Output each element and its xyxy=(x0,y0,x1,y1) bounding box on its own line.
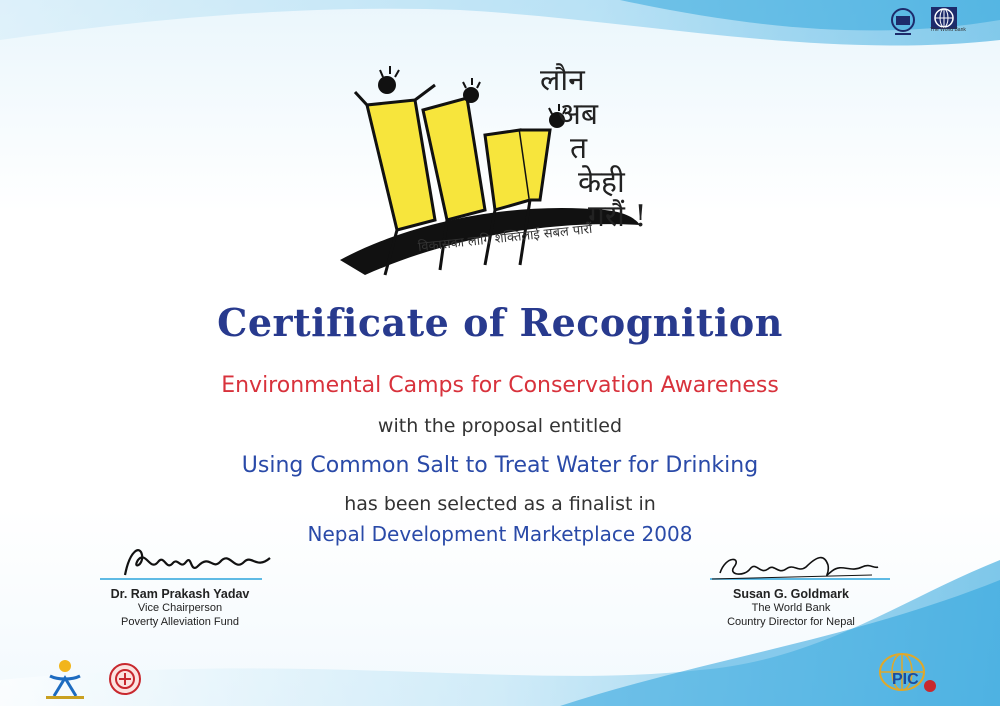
left-signatory xyxy=(100,587,260,629)
certificate-title: Certificate of Recognition xyxy=(217,300,783,345)
signatory-org: Country Director for Nepal xyxy=(727,616,855,628)
slogan-line: त xyxy=(570,131,588,166)
signatory-org: Poverty Alleviation Fund xyxy=(120,616,239,628)
event-name: Nepal Development Marketplace 2008 xyxy=(307,522,693,546)
signatory-name: Susan G. Goldmark xyxy=(732,587,849,601)
right-signatory xyxy=(706,587,876,629)
logo-slogan xyxy=(540,64,690,234)
government-seal-icon xyxy=(888,6,918,38)
slogan-line: अब xyxy=(558,97,599,132)
slogan-line: गरौं ! xyxy=(588,199,647,234)
proposal-title: Using Common Salt to Treat Water for Drinking xyxy=(241,453,759,478)
slogan-line: केही xyxy=(578,165,625,200)
signatory-title: Vice Chairperson xyxy=(137,602,223,614)
right-signature xyxy=(712,545,882,585)
event-intro: has been selected as a finalist in xyxy=(344,493,656,515)
red-seal-icon xyxy=(108,662,142,696)
fund-figure-icon xyxy=(40,650,90,702)
proposal-intro: with the proposal entitled xyxy=(377,415,623,437)
organization-name: Environmental Camps for Conservation Awareness xyxy=(221,373,779,398)
signatory-name: Dr. Ram Prakash Yadav xyxy=(110,587,250,601)
signatory-title: The World Bank xyxy=(751,602,831,614)
left-signature xyxy=(120,540,280,582)
slogan-line: लौन xyxy=(540,63,585,98)
logo-tagline: विकासका लागि शक्तिलाई सबल पारौं xyxy=(417,221,594,256)
pic-label: PIC xyxy=(892,671,919,688)
pic-globe-icon xyxy=(872,648,942,698)
world-bank-label: The World Bank xyxy=(930,27,966,33)
